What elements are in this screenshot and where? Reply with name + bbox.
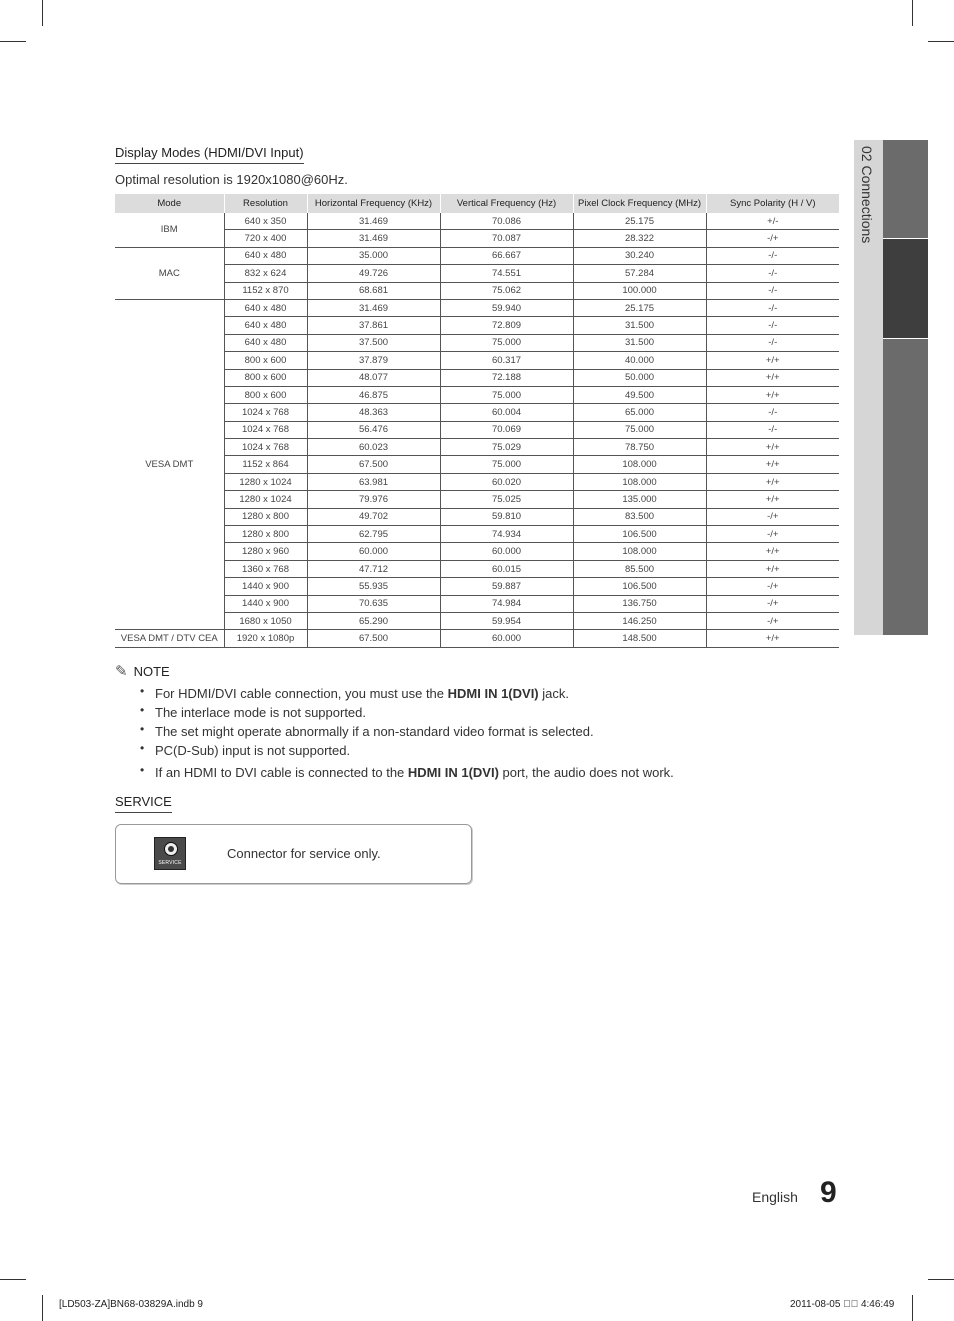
table-cell: +/+ [706,491,839,508]
table-cell: 100.000 [573,282,706,299]
crop-mark [912,0,913,26]
table-cell: +/+ [706,473,839,490]
table-cell: 68.681 [307,282,440,299]
table-cell: 49.726 [307,265,440,282]
note-text: jack. [538,686,569,701]
service-description: Connector for service only. [227,846,381,861]
table-cell: 40.000 [573,352,706,369]
table-cell: 106.500 [573,526,706,543]
table-cell: 60.000 [307,543,440,560]
crop-mark [912,1295,913,1321]
table-cell: 28.322 [573,230,706,247]
table-cell: 1280 x 800 [224,526,307,543]
display-modes-title: Display Modes (HDMI/DVI Input) [115,145,304,164]
table-cell: 832 x 624 [224,265,307,282]
table-cell: 60.015 [440,560,573,577]
table-cell: 72.188 [440,369,573,386]
table-row [115,456,839,473]
table-cell: 75.029 [440,439,573,456]
table-header-row [115,194,839,213]
table-cell: 37.861 [307,317,440,334]
table-cell: 25.175 [573,299,706,316]
column-header: Sync Polarity (H / V) [706,194,839,213]
note-bold-text: HDMI IN 1(DVI) [407,765,499,780]
table-row [115,543,839,560]
table-row [115,526,839,543]
table-cell: 640 x 480 [224,247,307,264]
table-cell: 83.500 [573,508,706,525]
table-body [115,213,839,647]
table-row [115,230,839,247]
service-port-label: SERVICE [158,860,182,866]
table-cell: 74.984 [440,595,573,612]
note-item [140,684,840,703]
service-connector-box [115,824,472,884]
table-cell: 46.875 [307,386,440,403]
crop-mark [42,1295,43,1321]
column-header: Mode [115,194,224,213]
crop-mark [42,0,43,26]
table-cell: 59.940 [440,299,573,316]
table-cell: 59.887 [440,578,573,595]
chapter-label [854,140,883,340]
table-cell: 59.954 [440,612,573,629]
table-cell: 25.175 [573,213,706,230]
table-cell: 75.025 [440,491,573,508]
table-cell: +/+ [706,456,839,473]
note-list [140,684,840,782]
note-text: The set might operate abnormally if a non-standard video format is selected. [155,724,594,739]
table-cell: -/+ [706,595,839,612]
table-cell: 1280 x 800 [224,508,307,525]
optimal-resolution-text: Optimal resolution is 1920x1080@60Hz. [115,172,348,187]
page-number: 9 [820,1176,837,1209]
table-row [115,612,839,629]
table-cell: 1440 x 900 [224,578,307,595]
table-cell: 49.500 [573,386,706,403]
table-cell: +/+ [706,439,839,456]
chapter-tab [883,339,928,635]
column-header: Resolution [224,194,307,213]
table-cell: 1280 x 1024 [224,491,307,508]
table-cell: 640 x 480 [224,317,307,334]
table-row [115,213,839,230]
table-cell: 56.476 [307,421,440,438]
table-row [115,578,839,595]
table-row [115,439,839,456]
table-cell: 60.317 [440,352,573,369]
display-modes-table [115,194,839,648]
table-cell: 74.934 [440,526,573,543]
table-cell: 55.935 [307,578,440,595]
table-cell: 1440 x 900 [224,595,307,612]
note-text: The interlace mode is not supported. [155,705,367,720]
table-cell: 66.667 [440,247,573,264]
table-cell: 67.500 [307,630,440,647]
table-cell: 70.086 [440,213,573,230]
table-cell: +/+ [706,386,839,403]
table-cell: 78.750 [573,439,706,456]
table-cell: +/+ [706,369,839,386]
print-slug-file: [LD503-ZA]BN68-03829A.indb 9 [59,1299,203,1310]
table-cell: 1024 x 768 [224,421,307,438]
table-cell: 800 x 600 [224,369,307,386]
mode-cell: VESA DMT / DTV CEA [115,630,224,647]
footer-language: English [752,1189,798,1205]
table-cell: 60.023 [307,439,440,456]
note-bold-text: HDMI IN 1(DVI) [447,686,539,701]
mode-cell: IBM [115,213,224,247]
table-cell: 70.069 [440,421,573,438]
table-cell: 62.795 [307,526,440,543]
table-cell: 60.000 [440,630,573,647]
note-header [115,662,170,680]
table-cell: -/+ [706,508,839,525]
note-text: PC(D-Sub) input is not supported. [155,743,351,758]
column-header: Pixel Clock Frequency (MHz) [573,194,706,213]
table-row [115,282,839,299]
table-row [115,630,839,647]
crop-mark [0,1279,26,1280]
table-cell: 30.240 [573,247,706,264]
table-cell: 63.981 [307,473,440,490]
mode-cell: MAC [115,247,224,299]
table-cell: 108.000 [573,543,706,560]
note-text: For HDMI/DVI cable connection, you must use the [155,686,448,701]
crop-mark [0,41,26,42]
mode-cell: VESA DMT [115,299,224,629]
table-cell: -/- [706,299,839,316]
table-cell: -/- [706,265,839,282]
crop-mark [928,41,954,42]
table-cell: +/+ [706,630,839,647]
table-cell: 148.500 [573,630,706,647]
table-cell: 50.000 [573,369,706,386]
table-cell: +/+ [706,560,839,577]
table-row [115,247,839,264]
table-row [115,386,839,403]
table-cell: -/- [706,404,839,421]
table-row [115,352,839,369]
table-cell: 48.363 [307,404,440,421]
note-item [140,741,840,760]
table-cell: 1024 x 768 [224,404,307,421]
table-cell: 1920 x 1080p [224,630,307,647]
table-cell: 108.000 [573,473,706,490]
table-cell: 31.500 [573,317,706,334]
table-cell: 1360 x 768 [224,560,307,577]
note-item [140,703,840,722]
chapter-tab [883,140,928,238]
table-cell: 720 x 400 [224,230,307,247]
table-cell: 75.062 [440,282,573,299]
service-title: SERVICE [115,794,172,813]
table-row [115,491,839,508]
table-cell: 135.000 [573,491,706,508]
table-cell: 1280 x 1024 [224,473,307,490]
table-cell: 1152 x 870 [224,282,307,299]
table-cell: 640 x 480 [224,334,307,351]
table-cell: -/+ [706,578,839,595]
chapter-tab-active [883,239,928,338]
table-cell: 67.500 [307,456,440,473]
note-heading: NOTE [133,663,170,679]
table-cell: -/- [706,282,839,299]
table-row [115,404,839,421]
table-cell: 31.500 [573,334,706,351]
service-port-icon [154,837,186,870]
table-cell: 74.551 [440,265,573,282]
column-header: Vertical Frequency (Hz) [440,194,573,213]
table-cell: 37.500 [307,334,440,351]
table-cell: 49.702 [307,508,440,525]
table-cell: 72.809 [440,317,573,334]
table-cell: 35.000 [307,247,440,264]
table-cell: 640 x 350 [224,213,307,230]
table-cell: 60.020 [440,473,573,490]
table-cell: 1280 x 960 [224,543,307,560]
table-cell: 79.976 [307,491,440,508]
table-cell: 59.810 [440,508,573,525]
table-cell: 70.635 [307,595,440,612]
table-cell: 1024 x 768 [224,439,307,456]
table-cell: 31.469 [307,299,440,316]
table-row [115,595,839,612]
note-text: port, the audio does not work. [498,765,674,780]
table-cell: 65.000 [573,404,706,421]
table-cell: -/+ [706,230,839,247]
table-cell: 146.250 [573,612,706,629]
chapter-title: 02 Connections [859,146,875,244]
table-row [115,299,839,316]
note-item [140,722,840,741]
table-cell: 1152 x 864 [224,456,307,473]
table-cell: 136.750 [573,595,706,612]
table-cell: +/+ [706,352,839,369]
table-cell: -/- [706,247,839,264]
crop-mark [928,1279,954,1280]
table-cell: 75.000 [440,386,573,403]
table-row [115,421,839,438]
table-cell: 800 x 600 [224,386,307,403]
table-cell: -/- [706,334,839,351]
table-row [115,473,839,490]
table-cell: 60.004 [440,404,573,421]
table-cell: 800 x 600 [224,352,307,369]
table-cell: 1680 x 1050 [224,612,307,629]
table-cell: 48.077 [307,369,440,386]
pencil-icon: ✎ [115,663,128,680]
table-cell: 106.500 [573,578,706,595]
table-cell: 37.879 [307,352,440,369]
table-cell: 70.087 [440,230,573,247]
table-row [115,317,839,334]
table-cell: 640 x 480 [224,299,307,316]
table-cell: 85.500 [573,560,706,577]
table-cell: +/- [706,213,839,230]
note-item [140,763,840,782]
table-cell: 75.000 [440,456,573,473]
table-cell: +/+ [706,543,839,560]
table-row [115,369,839,386]
print-slug-date: 2011-08-05 ￿￿ 4:46:49 [790,1299,895,1310]
table-cell: 60.000 [440,543,573,560]
table-cell: 75.000 [573,421,706,438]
table-cell: -/+ [706,526,839,543]
table-cell: -/- [706,317,839,334]
table-cell: 75.000 [440,334,573,351]
table-row [115,508,839,525]
table-cell: 31.469 [307,230,440,247]
table-cell: 65.290 [307,612,440,629]
table-cell: -/- [706,421,839,438]
table-row [115,265,839,282]
column-header: Horizontal Frequency (KHz) [307,194,440,213]
note-text: If an HDMI to DVI cable is connected to the [155,765,408,780]
table-row [115,334,839,351]
table-cell: 57.284 [573,265,706,282]
table-row [115,560,839,577]
table-cell: 108.000 [573,456,706,473]
table-cell: 47.712 [307,560,440,577]
table-cell: 31.469 [307,213,440,230]
table-cell: -/+ [706,612,839,629]
